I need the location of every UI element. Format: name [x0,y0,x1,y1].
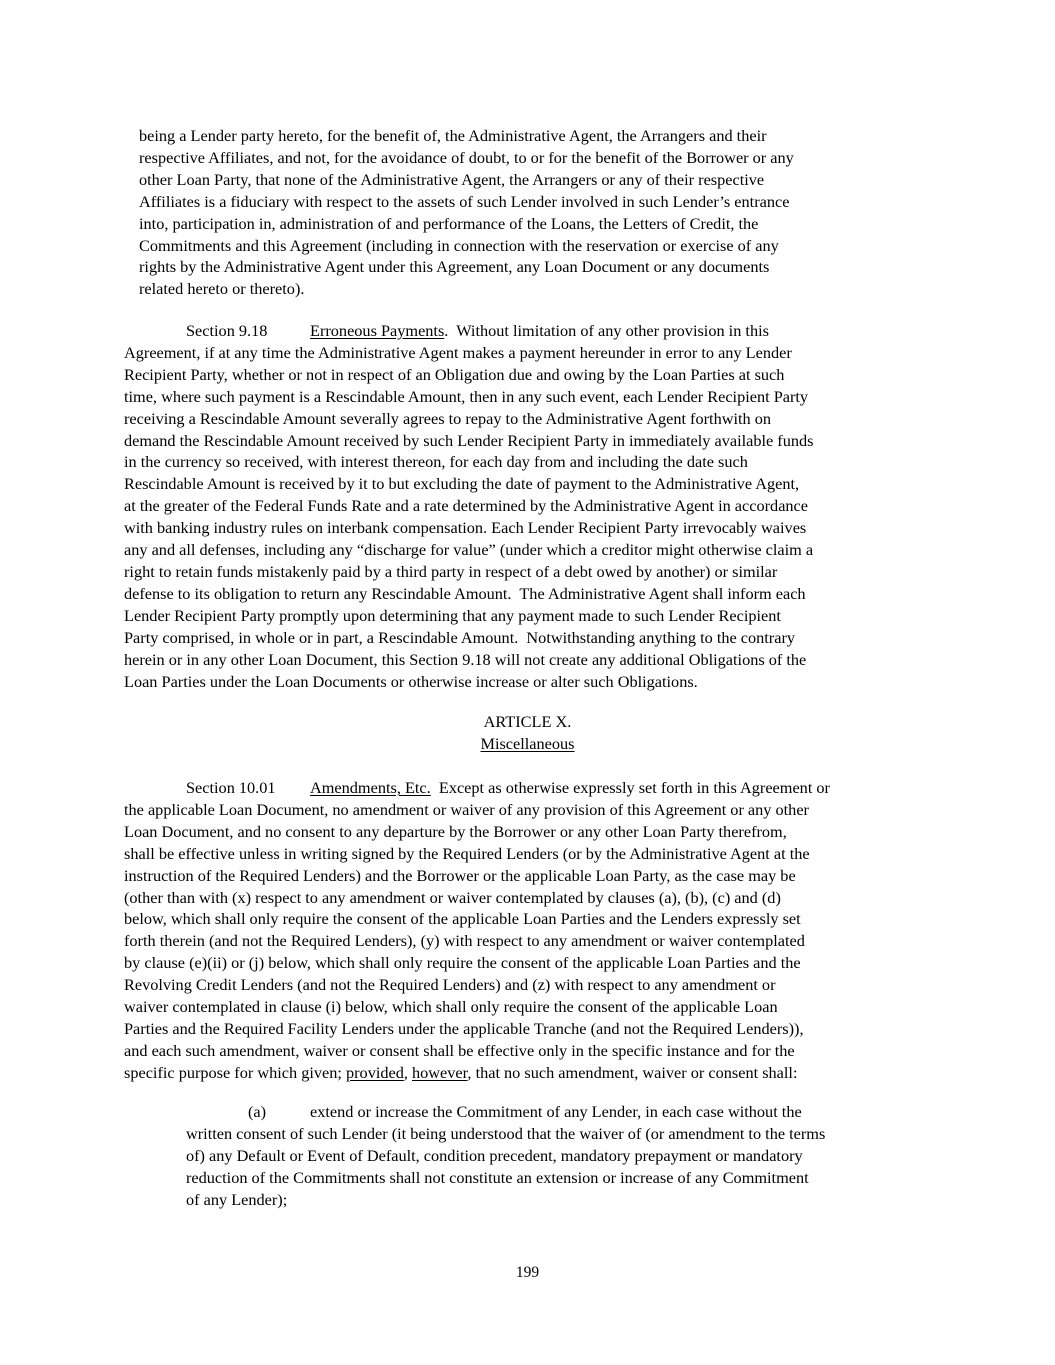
section-number: Section 10.01 [186,778,276,797]
page-number: 199 [515,1264,540,1281]
text-line: Lender Recipient Party promptly upon determining that any payment made to such Lender Recipient [124,605,781,625]
text-line: Except as otherwise expressly set forth in this Agreement or [430,778,830,797]
text-line: other Loan Party, that none of the Administrative Agent, the Arrangers or any of their respective [139,169,765,189]
text-line: by clause (e)(ii) or (j) below, which shall only require the consent of the applicable Loan Parties and the [124,953,801,973]
text-line: below, which shall only require the consent of the applicable Loan Parties and the Lenders expressly set [124,909,801,929]
provided-term: provided [346,1062,404,1082]
section-heading: Amendments, Etc. [310,778,431,797]
text-line: herein or in any other Loan Document, this Section 9.18 will not create any additional Obligations of the [124,649,807,669]
section-10-01-paragraph [124,777,939,1084]
continuation-paragraph [139,125,939,300]
clause-a-paragraph [186,1101,946,1211]
section-10-01-first-line [124,777,939,799]
text-line: related hereto or thereto). [139,279,305,299]
text-line: shall be effective unless in writing signed by the Required Lenders (or by the Administrative Agent at the [124,843,810,863]
text-line: right to retain funds mistakenly paid by a third party in respect of a debt owed by another) or similar [124,561,778,581]
section-9-18-first-line [124,320,939,342]
text-line: Recipient Party, whether or not in respect of an Obligation due and owing by the Loan Parties at such [124,364,785,384]
however-term: however [412,1062,468,1082]
text-fragment: specific purpose for which given; [124,1062,346,1082]
text-line: the applicable Loan Document, no amendment or waiver of any provision of this Agreement or any other [124,799,809,819]
text-line: time, where such payment is a Rescindable Amount, then in any such event, each Lender Recipient Party [124,386,809,406]
section-number: Section 9.18 [186,321,268,340]
text-line: Agreement, if at any time the Administrative Agent makes a payment hereunder in error to any Lender [124,342,792,362]
text-line: (other than with (x) respect to any amendment or waiver contemplated by clauses (a), (b), (c) and (d) [124,887,781,907]
text-line: demand the Rescindable Amount received by such Lender Recipient Party in immediately available funds [124,430,814,450]
text-line: Commitments and this Agreement (including in connection with the reservation or exercise of any [139,235,779,255]
text-line: Rescindable Amount is received by it to but excluding the date of payment to the Administrative Agent, [124,474,800,494]
text-fragment: , that no such amendment, waiver or consent shall: [467,1062,798,1082]
text-line: of any Lender); [186,1189,288,1209]
text-line: Party comprised, in whole or in part, a Rescindable Amount. Notwithstanding anything to the contrary [124,627,796,647]
text-line: any and all defenses, including any “discharge for value” (under which a creditor might otherwise claim a [124,540,814,560]
text-line: Parties and the Required Facility Lenders under the applicable Tranche (and not the Required Lenders)), [124,1018,804,1038]
text-line: of) any Default or Event of Default, condition precedent, mandatory prepayment or mandatory [186,1145,803,1165]
section-heading: Erroneous Payments [310,321,445,340]
text-line: defense to its obligation to return any Rescindable Amount. The Administrative Agent shall inform each [124,583,806,603]
text-line: Affiliates is a fiduciary with respect to the assets of such Lender involved in such Lender’s entrance [139,191,790,211]
text-line: into, participation in, administration of and performance of the Loans, the Letters of Credit, the [139,213,759,233]
text-line: at the greater of the Federal Funds Rate and a rate determined by the Administrative Agent in accordance [124,496,809,516]
text-line: respective Affiliates, and not, for the avoidance of doubt, to or for the benefit of the Borrower or any [139,147,794,167]
text-line: reduction of the Commitments shall not constitute an extension or increase of any Commitment [186,1167,809,1187]
text-line: . Without limitation of any other provision in this [444,321,769,340]
clause-a-first-line [186,1101,946,1123]
text-line: forth therein (and not the Required Lenders), (y) with respect to any amendment or waiver contemplated [124,931,805,951]
text-line: Loan Parties under the Loan Documents or otherwise increase or alter such Obligations. [124,671,698,691]
article-title: Miscellaneous [480,733,575,753]
text-line: with banking industry rules on interbank compensation. Each Lender Recipient Party irrevocably waives [124,518,807,538]
text-line: rights by the Administrative Agent under this Agreement, any Loan Document or any documents [139,257,770,277]
text-line: instruction of the Required Lenders) and the Borrower or the applicable Loan Party, as the case may be [124,865,796,885]
section-10-01-last-line [124,1062,939,1084]
text-fragment: , [403,1062,413,1082]
article-number: ARTICLE X. [483,712,572,731]
text-line: in the currency so received, with interest thereon, for each day from and including the date such [124,452,748,472]
article-heading [0,711,1055,755]
text-line: and each such amendment, waiver or consent shall be effective only in the specific instance and for the [124,1040,795,1060]
text-line: being a Lender party hereto, for the benefit of, the Administrative Agent, the Arrangers and their [139,126,767,145]
text-line: waiver contemplated in clause (i) below, which shall only require the consent of the applicable Loan [124,997,778,1017]
text-line: extend or increase the Commitment of any Lender, in each case without the [310,1102,802,1121]
text-line: Loan Document, and no consent to any departure by the Borrower or any other Loan Party therefrom, [124,821,787,841]
text-line: written consent of such Lender (it being understood that the waiver of (or amendment to the terms [186,1123,826,1143]
text-line: Revolving Credit Lenders (and not the Required Lenders) and (z) with respect to any amendment or [124,975,776,995]
clause-label: (a) [248,1102,267,1121]
section-9-18-paragraph [124,320,939,692]
text-line: receiving a Rescindable Amount severally agrees to repay to the Administrative Agent forthwith on [124,408,772,428]
